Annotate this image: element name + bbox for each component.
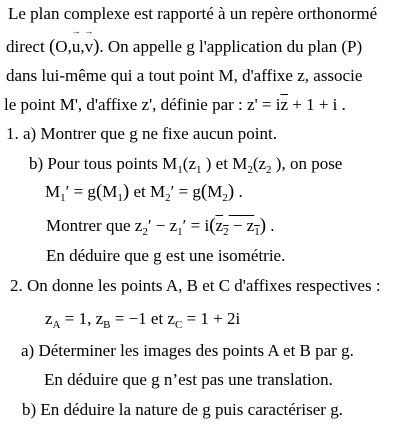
show-equation [46, 216, 275, 242]
q1b-sub: 2 [247, 164, 253, 176]
question-2-intro: 2. On donne les points A, B et C d'affixes respectives : [10, 276, 381, 295]
show-sub: 1 [254, 226, 260, 238]
intro-direct: direct [6, 37, 49, 56]
question-2b: b) En déduire la nature de g puis caractériser g. [22, 400, 343, 419]
q1b-text: (z [182, 154, 197, 173]
show-sub: 2 [142, 226, 148, 238]
m-text: M [207, 182, 223, 201]
paren-close: ) [122, 181, 130, 202]
show-text: − z [228, 216, 255, 235]
m-sub: 1 [117, 192, 123, 204]
show-text: Montrer que z [46, 216, 143, 235]
affix-text: z [45, 309, 53, 328]
frame-origin: O, [55, 37, 72, 56]
m-sub: 2 [165, 192, 171, 204]
intro-line-2-rest: . On appelle g l'application du plan (P) [99, 37, 363, 56]
affix-sub: B [103, 319, 111, 331]
vector-u: → u [72, 37, 81, 57]
show-sub: 1 [177, 226, 183, 238]
images-definition [45, 182, 243, 208]
paren-open: ( [200, 181, 208, 202]
m-text: M [45, 182, 61, 201]
show-text: ′ − z [147, 216, 178, 235]
question-2a-deduce: En déduire que g n’est pas une translation. [44, 370, 333, 389]
paren-close: ) [227, 181, 235, 202]
m-sub: 1 [60, 192, 66, 204]
q1b-text: ) et M [201, 154, 248, 173]
affix-sub: C [174, 319, 183, 331]
show-text: . [266, 216, 275, 235]
deduce-isometry: En déduire que g est une isométrie. [46, 246, 286, 265]
vector-v: → v [85, 37, 94, 57]
paren-close: ) [93, 36, 100, 57]
question-1a: 1. a) Montrer que g ne fixe aucun point. [6, 124, 277, 143]
affix-sub: A [52, 319, 61, 331]
q1b-text: b) Pour tous points M [29, 154, 178, 173]
affix-text: = 1, z [60, 309, 104, 328]
paren-open: ( [48, 36, 56, 57]
conjugate-difference [215, 216, 260, 238]
affix-text: = −1 et z [110, 309, 175, 328]
show-text: z [215, 216, 224, 235]
m-text: et M [129, 182, 166, 201]
m-sub: 2 [222, 192, 228, 204]
intro-line-3: dans lui-même qui a tout point M, d'affixe z, associe [6, 66, 363, 85]
m-text: ′ = g [170, 182, 201, 201]
q1b-sub: 1 [196, 164, 202, 176]
z-conjugate: $\overline{z}$ [280, 95, 288, 114]
intro-line-1: Le plan complexe est rapporté à un repère orthonormé [8, 4, 378, 23]
paren-open: ( [95, 181, 103, 202]
paren-close: ) [259, 215, 267, 236]
q1b-text: ), on pose [271, 154, 343, 173]
question-2a: a) Déterminer les images des points A et B par g. [21, 341, 354, 360]
q1b-text: (z [252, 154, 267, 173]
affix-text: = 1 + 2i [182, 309, 241, 328]
q1b-sub: 2 [266, 164, 272, 176]
definition-text: le point M', d'affixe z', définie par : z' = i [4, 95, 281, 114]
show-text: ′ = i [182, 216, 210, 235]
paren-open: ( [209, 215, 216, 236]
show-sub: 2 [223, 226, 229, 238]
m-text: ′ = g [65, 182, 96, 201]
q1b-sub: 1 [177, 164, 183, 176]
affixes-values [45, 309, 240, 335]
m-text: M [102, 182, 118, 201]
intro-line-4 [4, 95, 346, 115]
m-text: . [234, 182, 243, 201]
definition-end: + 1 + i . [288, 95, 346, 114]
frame-comma: , [80, 37, 85, 56]
intro-line-2 [6, 37, 362, 57]
question-1b [29, 154, 342, 180]
